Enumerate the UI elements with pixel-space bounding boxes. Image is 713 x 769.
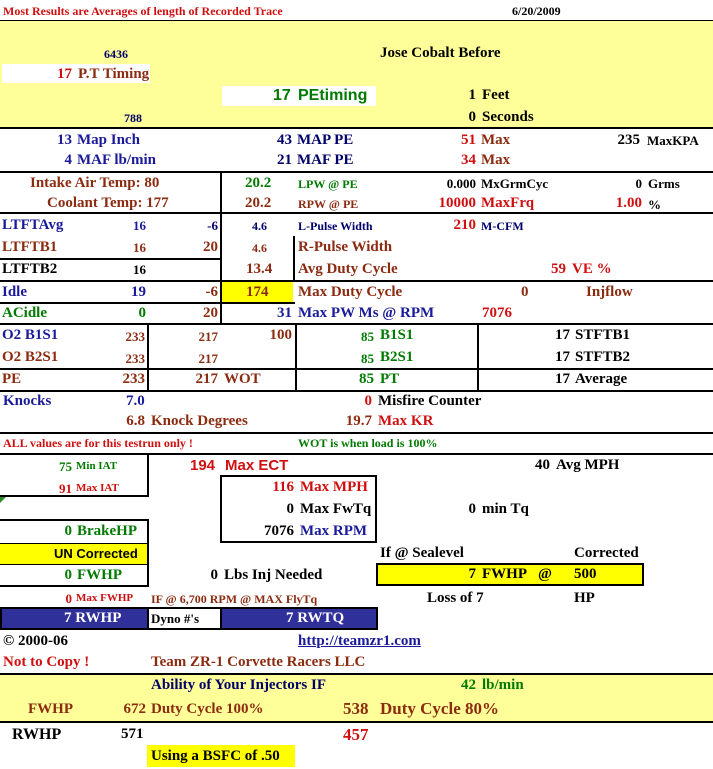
max-duty-value: 174	[246, 284, 269, 300]
fwhp-value: 0	[64, 567, 72, 583]
max-ect-label: Max ECT	[225, 457, 289, 474]
maxfrq-label: MaxFrq	[481, 195, 535, 211]
ve-label: VE %	[572, 261, 612, 277]
ltft-b1-label: LTFTB1	[2, 239, 58, 255]
seconds-value: 0	[468, 109, 476, 125]
max-pw-label: Max PW Ms @ RPM	[298, 305, 435, 321]
idle-b: -6	[205, 284, 218, 300]
corrected-fwhp-value: 7	[468, 566, 476, 582]
max-iat-value: 91	[59, 481, 72, 496]
divider	[295, 324, 297, 390]
misfire-label: Misfire Counter	[378, 393, 482, 409]
max-duty-label: Max Duty Cycle	[298, 284, 403, 300]
ltft-b2-label: LTFTB2	[2, 261, 58, 277]
knock-degrees-label: Knock Degrees	[151, 413, 248, 429]
uncorrected-label: UN Corrected	[54, 546, 138, 561]
divider	[220, 213, 222, 280]
rwhp-value: 7 RWHP	[64, 610, 122, 626]
rpw-pe-label: RPW @ PE	[298, 197, 359, 211]
min-iat-label: Min IAT	[76, 460, 118, 472]
maf-max-value: 34	[461, 152, 476, 168]
pt-timing-value: 17	[57, 66, 72, 82]
o2-b2s1-label: O2 B2S1	[2, 349, 59, 365]
copyright: © 2000-06	[3, 633, 68, 649]
value-538: 538	[343, 699, 369, 718]
divider	[0, 390, 713, 392]
corrected-fwhp-label: FWHP	[482, 566, 527, 582]
max-fwhp-value: 0	[65, 591, 72, 606]
ltft-avg-b: -6	[207, 218, 218, 233]
max-fwtq-label: Max FwTq	[300, 501, 372, 517]
bsfc-label: Using a BSFC of .50	[151, 748, 280, 764]
mcfm-value: 210	[453, 217, 476, 233]
maf-lb-label: MAF lb/min	[77, 152, 157, 168]
ltft-avg-label: LTFTAvg	[2, 217, 64, 233]
o2-b1s1-b: 217	[198, 329, 218, 344]
o2-b1s1-a: 233	[125, 329, 145, 344]
divider	[0, 432, 713, 434]
r-pulse-label: R-Pulse Width	[298, 239, 393, 255]
team-link[interactable]: http://teamzr1.com	[298, 633, 421, 649]
divider	[0, 323, 713, 325]
idle-a: 19	[131, 284, 146, 300]
map-inch-label: Map Inch	[77, 132, 140, 148]
rpw-pe-value: 20.2	[245, 195, 272, 211]
o2-b2s1-b: 217	[198, 351, 218, 366]
injector-ability-label: Ability of Your Injectors IF	[151, 677, 326, 693]
duty-80-label: Duty Cycle 80%	[380, 699, 499, 718]
max-ect-value: 194	[190, 457, 216, 474]
duty-100-label: Duty Cycle 100%	[151, 701, 264, 717]
corrected-at: @	[538, 566, 552, 582]
o2-b2s1-name: B2S1	[380, 349, 414, 365]
avg-mph-value: 40	[535, 457, 550, 473]
pe-timing-label: PEtiming	[298, 87, 368, 104]
avg-mph-label: Avg MPH	[556, 457, 620, 473]
divider	[0, 258, 220, 260]
knock-degrees-value: 6.8	[126, 413, 145, 429]
stftb2-label: STFTB2	[575, 349, 631, 365]
max-rpm-label: Max RPM	[300, 523, 368, 539]
intake-air-temp: Intake Air Temp: 80	[30, 175, 160, 191]
knocks-value: 7.0	[126, 393, 145, 409]
divider	[147, 608, 149, 629]
maf-max-label: Max	[481, 152, 511, 168]
divider	[293, 236, 295, 280]
vehicle-title: Jose Cobalt Before	[380, 45, 501, 61]
mxgrmcyc-label: MxGrmCyc	[481, 176, 549, 191]
o2-b1s1-d: 85	[361, 329, 374, 344]
value-788: 788	[124, 111, 142, 125]
pt-timing-label: P.T Timing	[78, 66, 150, 82]
lbs-inj-value: 0	[210, 567, 218, 583]
testrun-note: ALL values are for this testrun only !	[3, 436, 193, 450]
max-fwhp-label: Max FWHP	[76, 592, 134, 604]
divider	[477, 324, 479, 390]
wot-label: WOT	[224, 371, 261, 387]
acidle-label: ACidle	[2, 305, 47, 321]
brakehp-label: BrakeHP	[77, 523, 137, 539]
max-kpa-value: 235	[617, 132, 640, 148]
grms-value: 0	[635, 176, 642, 191]
o2-b1s1-c: 100	[269, 327, 292, 343]
fwhp-footer-label: FWHP	[28, 701, 73, 717]
lbmin-label: lb/min	[482, 677, 524, 693]
min-tq-label: min Tq	[482, 501, 529, 517]
divider	[0, 280, 713, 282]
pe-a: 233	[122, 371, 145, 387]
max-rpm-value: 7076	[264, 523, 294, 539]
if-6700-note: IF @ 6,700 RPM @ MAX FlyTq	[151, 592, 318, 606]
l-pulse-value: 4.6	[252, 219, 267, 233]
acidle-b: 20	[203, 305, 218, 321]
min-iat-value: 75	[59, 459, 72, 474]
loss-label: Loss of 7	[427, 590, 484, 606]
acidle-a: 0	[138, 305, 146, 321]
max-kpa-label: MaxKPA	[647, 133, 699, 148]
avg-duty-value: 13.4	[246, 261, 273, 277]
corrected-rpm: 500	[574, 566, 597, 582]
map-max-label: Max	[481, 132, 511, 148]
pe-b: 217	[195, 371, 218, 387]
divider	[220, 608, 222, 629]
map-inch-value: 13	[57, 132, 72, 148]
l-pulse-label: L-Pulse Width	[298, 219, 373, 233]
max-pw-value: 31	[277, 305, 292, 321]
o2-b1s1-name: B1S1	[380, 327, 414, 343]
cell-marker	[0, 497, 6, 503]
lbmin-value: 42	[461, 677, 476, 693]
divider	[220, 172, 222, 212]
grms-label: Grms	[648, 176, 680, 191]
lpw-pe-value: 20.2	[245, 175, 272, 191]
rwhp-footer-label: RWHP	[12, 726, 62, 743]
divider	[147, 324, 149, 390]
percent-label: %	[648, 197, 661, 212]
knocks-label: Knocks	[3, 393, 52, 409]
rwtq-value: 7 RWTQ	[286, 610, 345, 626]
max-mph-value: 116	[272, 479, 294, 495]
pe-timing-value: 17	[273, 87, 291, 104]
mcfm-label: M-CFM	[481, 219, 524, 233]
feet-label: Feet	[482, 87, 510, 103]
o2-b2s1-d: 85	[361, 351, 374, 366]
lpw-pe-label: LPW @ PE	[298, 177, 358, 191]
max-pw-rpm: 7076	[482, 305, 512, 321]
fwhp-footer-value: 672	[123, 701, 146, 717]
maxfrq-value: 10000	[438, 195, 476, 211]
wot-note: WOT is when load is 100%	[298, 436, 438, 450]
injflow-label: Injflow	[586, 284, 633, 300]
fwhp-label: FWHP	[77, 567, 122, 583]
stftb2-value: 17	[555, 349, 570, 365]
pe-label: PE	[2, 371, 22, 387]
max-kr-label: Max KR	[378, 413, 434, 429]
r-pulse-value: 4.6	[252, 241, 267, 255]
max-fwtq-value: 0	[286, 501, 294, 517]
max-iat-label: Max IAT	[76, 482, 119, 494]
value-6436: 6436	[104, 47, 128, 61]
pt-label: PT	[380, 371, 400, 387]
divider	[0, 721, 713, 723]
hp-label: HP	[574, 590, 595, 606]
ltft-b1-a: 16	[133, 240, 146, 255]
team-name: Team ZR-1 Corvette Racers LLC	[151, 654, 366, 670]
min-tq-value: 0	[468, 501, 476, 517]
iat-box	[0, 454, 149, 497]
o2-b1s1-label: O2 B1S1	[2, 327, 59, 343]
max-kr-value: 19.7	[345, 413, 372, 429]
ve-value: 59	[551, 261, 566, 277]
dyno-label: Dyno #'s	[151, 611, 200, 626]
header-note: Most Results are Averages of length of Recorded Trace	[3, 4, 283, 18]
maf-lb-value: 4	[64, 152, 72, 168]
not-to-copy: Not to Copy !	[3, 654, 90, 670]
maf-pe-value: 21	[277, 152, 292, 168]
brakehp-value: 0	[64, 523, 72, 539]
coolant-temp: Coolant Temp: 177	[47, 195, 169, 211]
average-label: Average	[575, 371, 628, 387]
sealevel-label: If @ Sealevel	[380, 545, 464, 561]
injflow-value: 0	[521, 284, 529, 300]
misfire-value: 0	[364, 393, 372, 409]
max-mph-label: Max MPH	[300, 479, 368, 495]
corrected-label: Corrected	[574, 545, 639, 561]
map-pe-label: MAP PE	[297, 132, 354, 148]
percent-value: 1.00	[615, 195, 642, 211]
map-pe-value: 43	[277, 132, 292, 148]
stftb1-label: STFTB1	[575, 327, 631, 343]
divider	[0, 368, 713, 370]
maf-pe-label: MAF PE	[297, 152, 354, 168]
ltft-b1-b: 20	[203, 239, 218, 255]
lbs-inj-label: Lbs Inj Needed	[224, 567, 323, 583]
idle-label: Idle	[2, 284, 28, 300]
divider	[0, 302, 295, 304]
ltft-b2-a: 16	[133, 262, 146, 277]
divider	[0, 212, 713, 214]
map-max-value: 51	[461, 132, 476, 148]
o2-b2s1-a: 233	[125, 351, 145, 366]
value-457: 457	[343, 725, 369, 744]
mxgrmcyc-value: 0.000	[446, 176, 476, 191]
header-date: 6/20/2009	[512, 4, 561, 18]
seconds-label: Seconds	[482, 109, 534, 125]
divider	[0, 127, 713, 129]
rwhp-footer-value: 571	[121, 726, 144, 742]
average-value: 17	[555, 371, 570, 387]
feet-value: 1	[468, 87, 476, 103]
avg-duty-label: Avg Duty Cycle	[298, 261, 398, 277]
pt-value: 85	[359, 371, 374, 387]
divider	[0, 171, 713, 173]
ltft-avg-a: 16	[133, 218, 146, 233]
stftb1-value: 17	[555, 327, 570, 343]
